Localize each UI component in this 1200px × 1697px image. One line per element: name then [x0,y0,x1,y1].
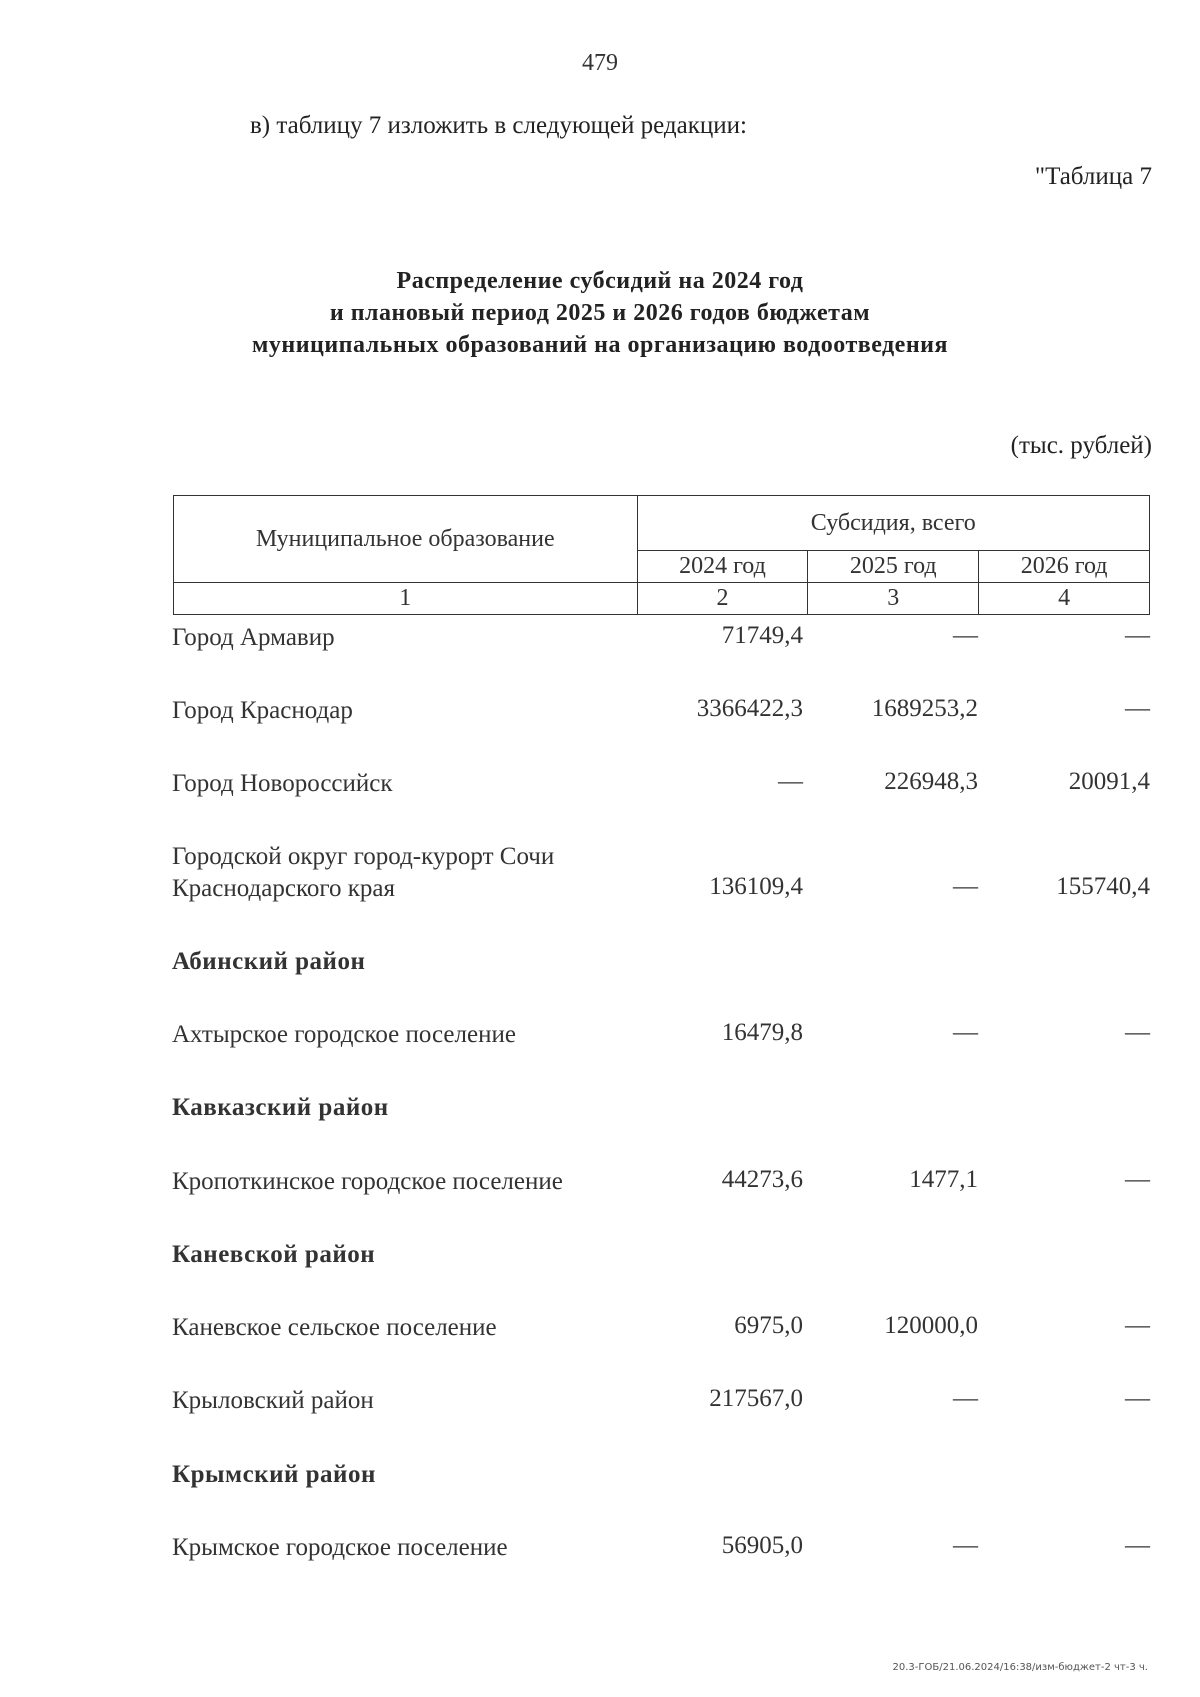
municipality-name: Ахтырское городское поселение [172,1021,516,1048]
heading-line-1: Распределение субсидий на 2024 год [396,268,804,294]
municipality-name-line-1: Городской округ город-курорт Сочи [172,843,555,870]
intro-text: в) таблицу 7 изложить в следующей редакции: [250,112,747,139]
table-label: "Таблица 7 [1034,163,1152,190]
value-2024: 56905,0 [721,1532,803,1559]
value-2024: 71749,4 [721,622,803,649]
column-number: 4 [979,583,1150,615]
value-2024: 16479,8 [721,1019,803,1046]
column-number: 2 [637,583,808,615]
value-2026: 155740,4 [1056,873,1150,900]
value-2025: 1477,1 [909,1166,978,1193]
value-2025: — [953,1019,978,1046]
value-2025: 226948,3 [884,768,978,795]
heading-line-2: и плановый период 2025 и 2026 годов бюджетам [329,300,871,326]
value-2026: — [1125,1019,1150,1046]
district-name: Каневской район [172,1241,376,1268]
municipality-name: Город Краснодар [172,697,353,724]
value-2025: 120000,0 [884,1312,978,1339]
municipality-name: Крыловский район [172,1387,374,1414]
header-year-2026: 2026 год [979,551,1150,583]
table-header [173,495,1150,615]
value-2024: 6975,0 [734,1312,803,1339]
value-2025: 1689253,2 [871,695,978,722]
header-subsidy-total: Субсидия, всего [637,496,1149,551]
header-year-2024: 2024 год [637,551,808,583]
municipality-name: Город Новороссийск [172,770,393,797]
value-2025: — [953,622,978,649]
municipality-name: Город Армавир [172,624,335,651]
value-2024: — [778,768,803,795]
page-number: 479 [582,50,618,76]
header-municipality: Муниципальное образование [174,496,638,583]
value-2026: — [1125,1166,1150,1193]
heading-line-3: муниципальных образований на организацию водоотведения [252,332,948,358]
value-2024: 136109,4 [709,873,803,900]
column-number: 1 [174,583,638,615]
district-name: Абинский район [172,948,366,975]
value-2025: — [953,1385,978,1412]
value-2025: — [953,1532,978,1559]
footer-doc-id: 20.3-ГОБ/21.06.2024/16:38/изм-бюджет-2 чт-3 ч. [892,1662,1148,1673]
value-2024: 44273,6 [721,1166,803,1193]
value-2026: — [1125,1385,1150,1412]
municipality-name: Крымское городское поселение [172,1534,508,1561]
table-heading [0,265,1200,361]
value-2026: — [1125,1532,1150,1559]
value-2026: — [1125,1312,1150,1339]
municipality-name: Каневское сельское поселение [172,1314,497,1341]
municipality-name: Кропоткинское городское поселение [172,1168,563,1195]
municipality-name-line-2: Краснодарского края [172,875,395,902]
district-name: Кавказский район [172,1094,389,1121]
value-2026: — [1125,695,1150,722]
municipality-name [172,841,632,905]
value-2024: 217567,0 [709,1385,803,1412]
district-name: Крымский район [172,1461,376,1488]
value-2025: — [953,873,978,900]
value-2026: — [1125,622,1150,649]
column-number: 3 [808,583,979,615]
units-label: (тыс. рублей) [1010,432,1152,459]
value-2024: 3366422,3 [696,695,803,722]
header-year-2025: 2025 год [808,551,979,583]
value-2026: 20091,4 [1068,768,1150,795]
